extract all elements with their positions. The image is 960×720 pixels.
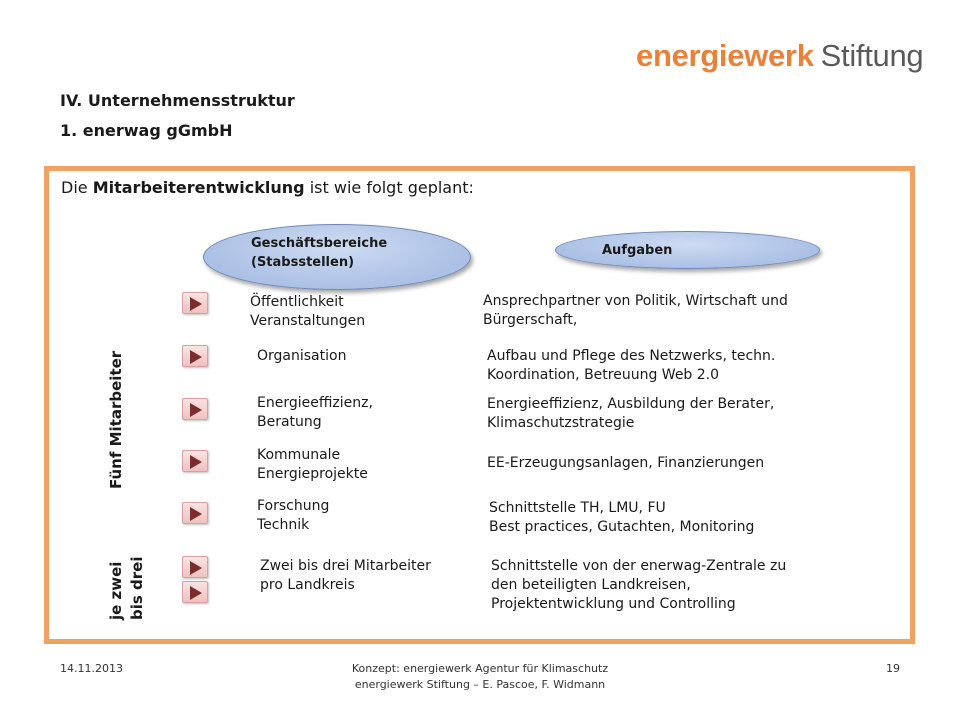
row-task [487,395,774,433]
arrow-right-icon [182,556,208,578]
row-task [483,292,788,330]
footer-date: 14.11.2013 [60,662,123,675]
arrow-right-icon [182,502,208,524]
intro-suffix: ist wie folgt geplant: [304,178,474,197]
logo [636,38,923,74]
arrow-right-icon [182,398,208,420]
arrow-right-icon [182,345,208,367]
intro-text [61,178,474,197]
row-task-line: Klimaschutzstrategie [487,415,635,431]
header-business-areas-line1: Geschäftsbereiche [251,236,388,251]
row-task-line: Aufbau und Pflege des Netzwerks, techn. [487,348,776,364]
row-business-area [250,293,365,331]
row-business-area [257,497,329,535]
row-business-area-line: Energieprojekte [257,466,368,482]
intro-prefix: Die [61,178,93,197]
row-task-line: den beteiligten Landkreisen, [491,577,691,593]
row-task-line: Projektentwicklung und Controlling [491,596,736,612]
row-task [487,347,775,385]
row-business-area [257,394,373,432]
row-business-area [257,347,346,366]
header-ellipse-tasks [555,231,820,269]
row-task-line: Energieeffizienz, Ausbildung der Berater, [487,396,775,412]
side-label-two-three-line1: je zwei [107,561,125,620]
footer-credits-line2: energiewerk Stiftung – E. Pascoe, F. Widmann [354,678,606,691]
row-business-area-line: Kommunale [257,447,341,463]
logo-brand: energiewerk [636,38,814,73]
row-task [489,499,754,537]
row-business-area-line: Energieeffizienz, [257,395,373,411]
row-task [491,557,786,614]
side-label-five-employees: Fünf Mitarbeiter [107,350,125,489]
arrow-right-icon [182,581,208,603]
arrow-right-icon [182,292,208,314]
row-business-area-line: Technik [257,517,310,533]
footer-credits [298,661,662,693]
row-task-line: EE-Erzeugungsanlagen, Finanzierungen [487,455,765,471]
header-business-areas-line2: (Stabsstellen) [251,255,355,270]
row-business-area-line: Öffentlichkeit [250,294,344,310]
row-task-line: Koordination, Betreuung Web 2.0 [487,367,720,383]
row-task-line: Bürgerschaft, [483,312,578,328]
row-business-area-line: Zwei bis drei Mitarbeiter [260,558,431,574]
arrow-right-icon [182,450,208,472]
footer-credits-line1: Konzept: energiewerk Agentur für Klimaschutz [351,662,609,675]
footer-page-number: 19 [886,662,900,675]
row-business-area-line: Organisation [257,348,347,364]
row-business-area-line: Forschung [257,498,330,514]
row-task-line: Schnittstelle TH, LMU, FU [489,500,666,516]
row-task-line: Best practices, Gutachten, Monitoring [489,519,755,535]
section-heading: IV. Unternehmensstruktur [60,91,295,110]
row-business-area-line: Veranstaltungen [250,313,366,329]
logo-rest: Stiftung [820,38,924,73]
row-business-area-line: Beratung [257,414,322,430]
side-label-two-three-line2: bis drei [128,556,146,620]
row-task [487,454,764,473]
row-business-area [257,446,368,484]
subsection-heading: 1. enerwag gGmbH [60,121,233,140]
row-task-line: Schnittstelle von der enerwag-Zentrale zu [491,558,787,574]
row-task-line: Ansprechpartner von Politik, Wirtschaft und [483,293,788,309]
header-business-areas [251,234,387,272]
intro-bold: Mitarbeiterentwicklung [92,178,305,197]
header-tasks: Aufgaben [602,243,673,258]
row-business-area-line: pro Landkreis [260,577,355,593]
row-business-area [260,557,431,595]
